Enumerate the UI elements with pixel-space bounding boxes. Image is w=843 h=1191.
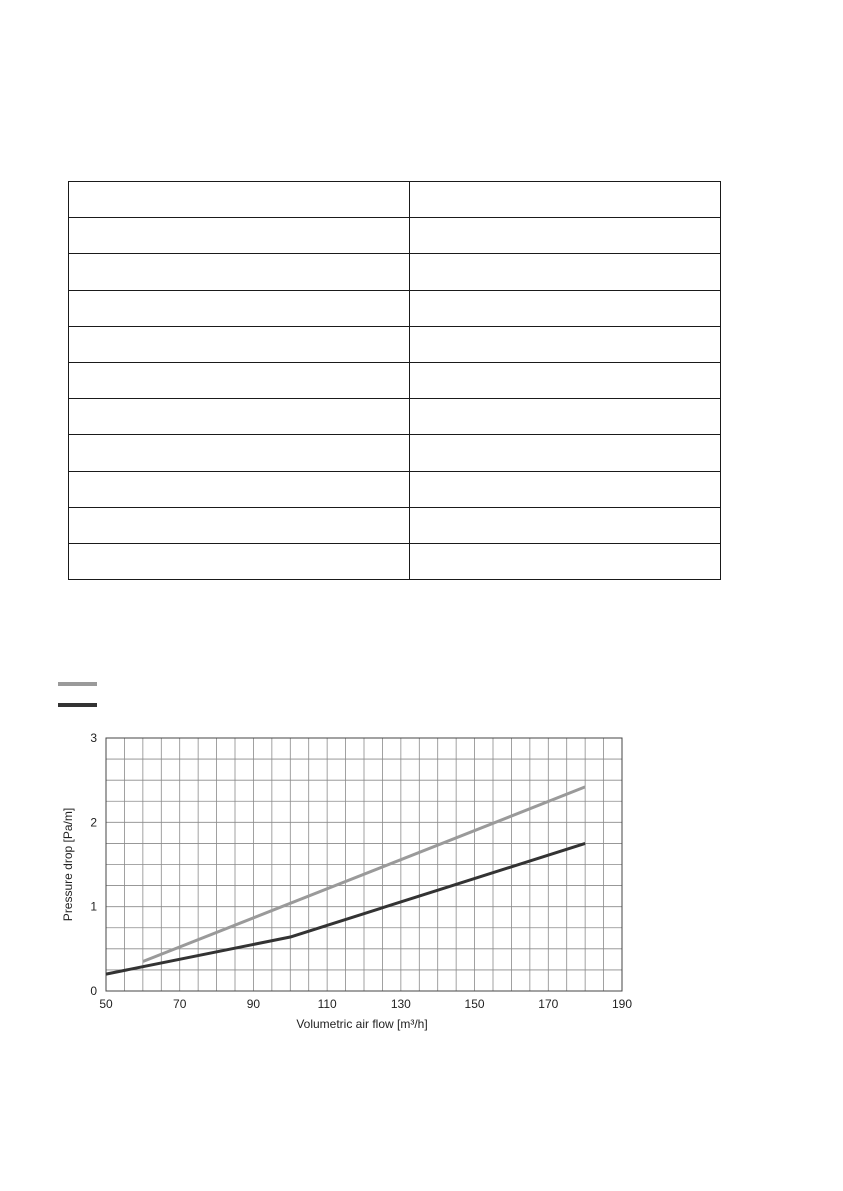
x-tick-label: 70 bbox=[173, 997, 187, 1011]
x-tick-label: 130 bbox=[390, 997, 411, 1011]
x-tick-label: 190 bbox=[611, 997, 633, 1011]
x-tick-label: 110 bbox=[317, 997, 337, 1011]
y-tick-label: 0 bbox=[90, 984, 97, 998]
chart-grid bbox=[106, 738, 622, 991]
x-tick-label: 170 bbox=[538, 997, 559, 1011]
x-tick-label: 90 bbox=[246, 997, 261, 1011]
x-axis-label: Volumetric air flow [m³/h] bbox=[296, 1017, 428, 1031]
x-tick-label: 50 bbox=[99, 997, 113, 1011]
y-tick-label: 3 bbox=[90, 731, 97, 745]
y-tick-label: 2 bbox=[90, 815, 97, 830]
y-tick-label: 1 bbox=[90, 899, 97, 914]
axis-ticks bbox=[90, 731, 632, 1011]
x-tick-label: 150 bbox=[464, 997, 485, 1011]
y-axis-label: Pressure drop [Pa/m] bbox=[61, 807, 75, 922]
